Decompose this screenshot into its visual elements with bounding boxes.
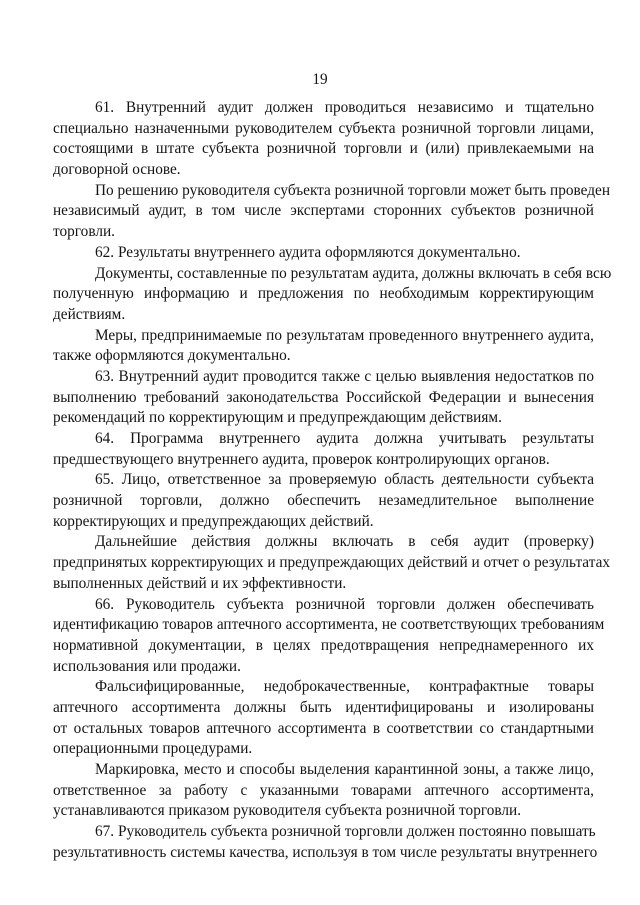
text-line: договорной основе. <box>53 161 181 179</box>
text-line: По решению руководителя субъекта розничной торговли может быть проведен <box>95 181 611 199</box>
document-body <box>53 98 612 863</box>
text-line: 61. Внутренний аудит должен проводиться независимо и тщательно <box>95 99 594 116</box>
text-line: рекомендаций по корректирующим и предупреждающим действиям. <box>53 409 502 427</box>
paragraph <box>53 243 594 264</box>
text-line: идентификацию товаров аптечного ассортимента, не соответствующих требованиям <box>53 616 605 634</box>
text-line: использования или продажи. <box>53 657 241 675</box>
paragraph <box>53 98 594 181</box>
text-line: полученную информацию и предложения по необходимым корректирующим <box>53 285 594 303</box>
text-line: от остальных товаров аптечного ассортимента в соответствии со стандартными <box>53 719 594 737</box>
text-line: Маркировка, место и способы выделения карантинной зоны, а также лицо, <box>95 761 594 778</box>
text-line: результативность системы качества, используя в том числе результаты внутреннего <box>53 843 598 861</box>
text-line: 66. Руководитель субъекта розничной торговли должен обеспечивать <box>95 595 594 613</box>
text-line: Фальсифицированные, недоброкачественные, контрафактные товары <box>95 678 594 696</box>
text-line: розничной торговли, должно обеспечить незамедлительное выполнение <box>53 492 594 510</box>
text-line: Дальнейшие действия должны включать в себя аудит (проверку) <box>95 533 594 551</box>
text-line: нормативной документации, в целях предотвращения непреднамеренного их <box>53 636 594 654</box>
text-line: Документы, составленные по результатам аудита, должны включать в себя всю <box>95 264 612 282</box>
paragraph <box>53 367 594 429</box>
paragraph <box>53 429 594 470</box>
text-line: 65. Лицо, ответственное за проверяемую область деятельности субъекта <box>95 471 594 489</box>
text-line: действиям. <box>53 305 126 323</box>
text-line: состоящими в штате субъекта розничной торговли и (или) привлекаемыми на <box>53 140 594 158</box>
text-line: 64. Программа внутреннего аудита должна учитывать результаты <box>95 430 594 447</box>
text-line: предпринятых корректирующих и предупреждающих действий и отчет о результатах <box>53 554 611 572</box>
paragraph <box>53 326 594 367</box>
paragraph <box>53 532 611 594</box>
text-line: специально назначенными руководителем субъекта розничной торговли лицами, <box>53 119 594 137</box>
text-line: корректирующих и предупреждающих действий. <box>53 512 374 530</box>
page-number: 19 <box>312 71 328 88</box>
paragraph <box>53 264 612 326</box>
text-line: предшествующего внутреннего аудита, проверок контролирующих органов. <box>53 450 550 468</box>
text-line: 63. Внутренний аудит проводится также с целью выявления недостатков по <box>95 367 594 385</box>
text-line: операционными процедурами. <box>53 740 253 758</box>
text-line: также оформляются документально. <box>53 347 291 365</box>
text-line: выполнению требований законодательства Российской Федерации и вынесения <box>53 388 594 406</box>
paragraph <box>53 595 605 678</box>
paragraph <box>53 677 594 760</box>
text-line: 67. Руководитель субъекта розничной торговли должен постоянно повышать <box>95 823 596 841</box>
paragraph <box>53 181 611 243</box>
paragraph <box>53 822 598 863</box>
text-line: аптечного ассортимента должны быть идентифицированы и изолированы <box>53 698 594 716</box>
text-line: ответственное за работу с указанными товарами аптечного ассортимента, <box>53 781 594 799</box>
paragraph <box>53 470 594 532</box>
text-line: 62. Результаты внутреннего аудита оформляются документально. <box>95 243 521 261</box>
text-line: устанавливаются приказом руководителя субъекта розничной торговли. <box>53 802 522 820</box>
text-line: торговли. <box>53 223 115 241</box>
text-line: Меры, предпринимаемые по результатам проведенного внутреннего аудита, <box>95 326 594 344</box>
text-line: независимый аудит, в том числе экспертами сторонних субъектов розничной <box>53 202 594 220</box>
paragraph <box>53 760 594 822</box>
text-line: выполненных действий и их эффективности. <box>53 574 347 592</box>
